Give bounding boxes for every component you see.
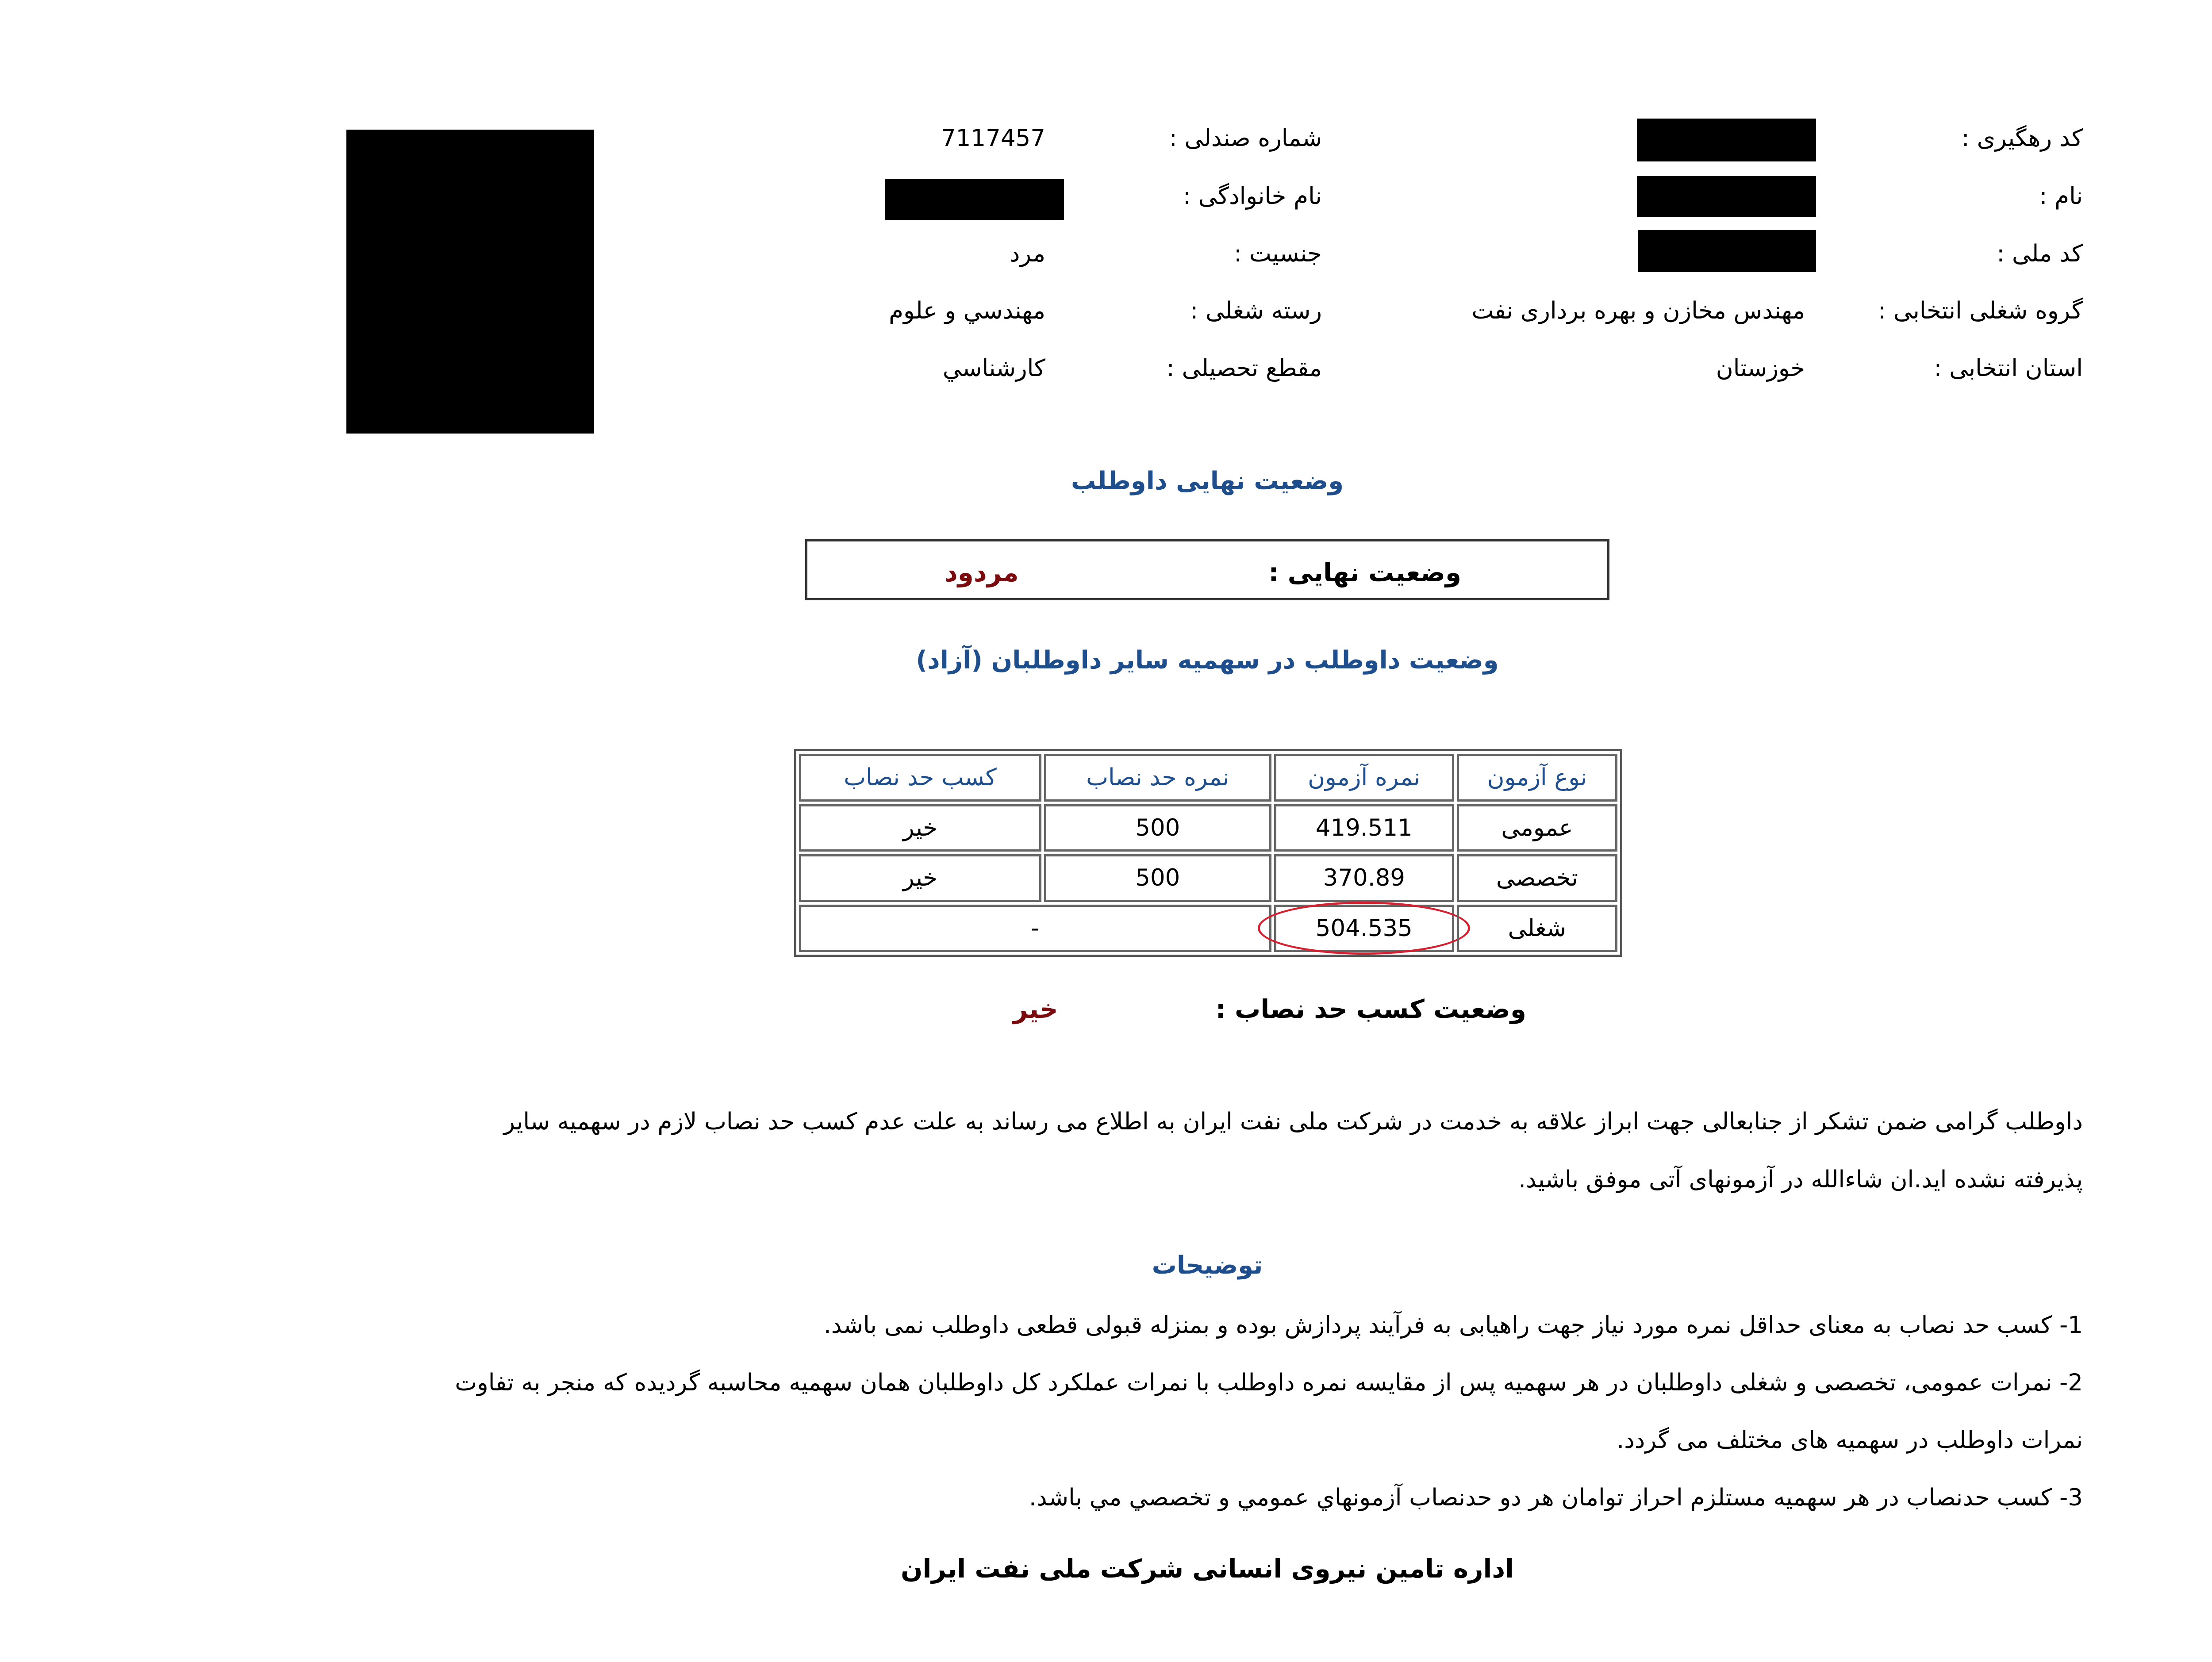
cell-score: 370.89 [1274, 854, 1454, 902]
table-row [799, 854, 1617, 902]
cell-threshold: 500 [1044, 854, 1271, 902]
scores-table [794, 749, 1622, 957]
education-value: کارشناسي [942, 355, 1045, 382]
cell-exam-type: شغلی [1457, 905, 1617, 952]
message-line-1: داوطلب گرامی ضمن تشکر از جنابعالی جهت ابراز علاقه به خدمت در شرکت ملی نفت ایران به اطلاع می رساند به علت عدم کسب حد نصاب لازم در سهمیه سایر [503, 1108, 2083, 1135]
note-item-2-line-1: 2- نمرات عمومی، تخصصی و شغلی داوطلبان در هر سهمیه پس از مقایسه نمره داوطلب با نمرات عملکرد کل داوطلبان همان سهمیه محاسبه گردیده که منجر به تفاوت [455, 1369, 2083, 1396]
final-status-label: وضعیت نهایی : [1268, 557, 1461, 587]
candidate-photo-redacted [346, 130, 594, 434]
tracking-code-label: کد رهگیری : [1961, 125, 2083, 152]
cell-exam-type: عمومی [1457, 804, 1617, 852]
cell-threshold: 500 [1044, 804, 1271, 852]
notes-heading: توضیحات [1152, 1251, 1263, 1280]
cell-achieved: خیر [799, 804, 1041, 852]
gender-value: مرد [1009, 240, 1045, 267]
table-row [799, 905, 1617, 952]
cell-merged: - [799, 905, 1271, 952]
province-value: خوزستان [1716, 355, 1805, 382]
threshold-status-value: خیر [1013, 994, 1058, 1024]
note-item-2-line-2: نمرات داوطلب در سهمیه های مختلف می گردد. [1617, 1427, 2083, 1454]
cell-achieved: خیر [799, 854, 1041, 902]
cell-score: 419.511 [1274, 804, 1454, 852]
threshold-status-label: وضعیت کسب حد نصاب : [1215, 994, 1526, 1024]
education-label: مقطع تحصیلی : [1166, 355, 1322, 382]
cell-exam-type: تخصصی [1457, 854, 1617, 902]
national-code-redacted [1638, 230, 1816, 272]
final-status-box [805, 539, 1609, 600]
national-code-label: کد ملی : [1997, 240, 2083, 267]
cell-score-text: 504.535 [1315, 914, 1413, 942]
table-header-row [799, 754, 1617, 802]
name-label: نام : [2039, 183, 2083, 210]
table-row [799, 804, 1617, 852]
tracking-code-redacted [1637, 119, 1816, 161]
header-threshold: نمره حد نصاب [1044, 754, 1271, 802]
name-redacted [1637, 176, 1816, 217]
note-item-1: 1- کسب حد نصاب به معنای حداقل نمره مورد نیاز جهت راهیابی به فرآیند پردازش بوده و بمنزله قبولی قطعی داوطلب نمی باشد. [823, 1312, 2083, 1339]
seat-number-label: شماره صندلی : [1169, 125, 1322, 152]
job-field-label: رسته شغلی : [1190, 297, 1322, 324]
header-achieved: کسب حد نصاب [799, 754, 1041, 802]
cell-score-circled [1274, 905, 1454, 952]
note-item-3: 3- کسب حدنصاب در هر سهمیه مستلزم احراز توامان هر دو حدنصاب آزمونهاي عمومي و تخصصي مي باشد. [1029, 1484, 2083, 1511]
final-status-heading: وضعیت نهایی داوطلب [1071, 467, 1344, 495]
family-name-label: نام خانوادگی : [1183, 183, 1322, 210]
message-line-2: پذیرفته نشده اید.ان شاءالله در آزمونهای آتی موفق باشید. [1518, 1166, 2083, 1193]
province-label: استان انتخابی : [1934, 355, 2083, 382]
highlight-circle [1258, 902, 1470, 955]
header-score: نمره آزمون [1274, 754, 1454, 802]
job-group-label: گروه شغلی انتخابی : [1878, 297, 2083, 324]
final-status-value: مردود [945, 557, 1019, 587]
footer-department: اداره تامین نیروی انسانی شرکت ملی نفت ایران [900, 1554, 1514, 1584]
job-group-value: مهندس مخازن و بهره برداری نفت [1471, 297, 1805, 324]
family-name-redacted [885, 179, 1064, 220]
gender-label: جنسیت : [1234, 240, 1322, 267]
header-exam-type: نوع آزمون [1457, 754, 1617, 802]
seat-number-value: 7117457 [941, 125, 1045, 152]
quota-status-heading: وضعیت داوطلب در سهمیه سایر داوطلبان (آزاد) [916, 646, 1499, 675]
job-field-value: مهندسي و علوم [889, 297, 1045, 324]
